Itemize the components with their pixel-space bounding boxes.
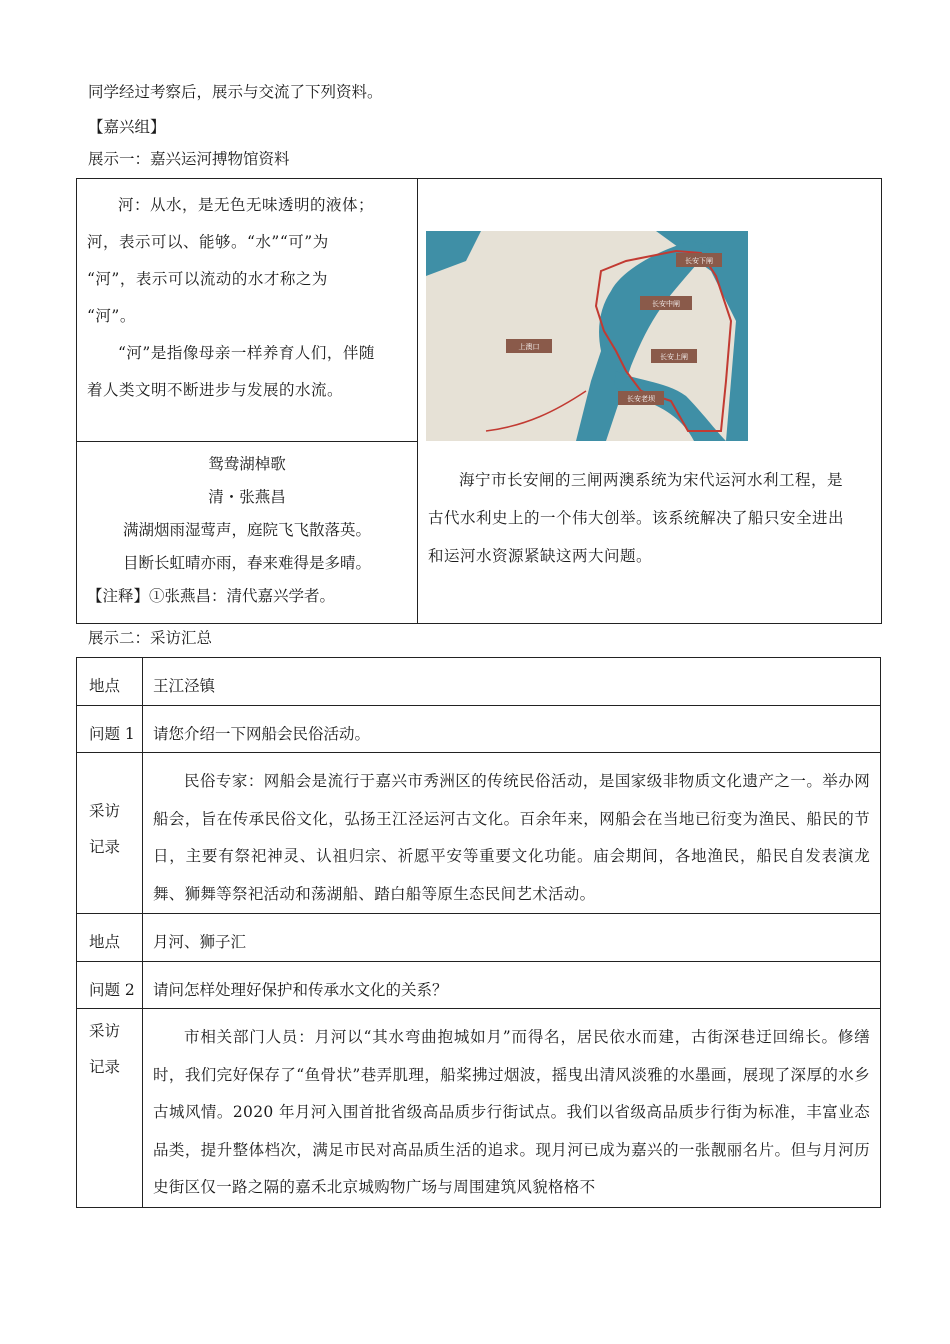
row-value: 请问怎样处理好保护和传承水文化的关系？: [143, 962, 881, 1009]
interview-record: 市相关部门人员：月河以“其水弯曲抱城如月”而得名，居民依水而建，古街深巷迂回绵长。修缮时，我们完好保存了“鱼骨状”巷弄肌理，船桨拂过烟波，摇曳出清风淡雅的水墨画，展现了深厚的水乡古城风情。2020 年月河入围首批省级高品质步行街试点。我们以省级高品质步行街为标准，丰富业态品类，提升整体档次，满足市民对高品质生活的追求。现月河已成为嘉兴的一张靓丽名片。但与月河历史街区仅一路之隔的嘉禾北京城购物广场与周围建筑风貌格格不: [143, 1009, 881, 1208]
river-meaning: “河”是指像母亲一样养育人们，伴随 着人类文明不断进步与发展的水流。: [87, 344, 375, 399]
row-label: 采访 记录: [77, 753, 143, 914]
row-value: 请您介绍一下网船会民俗活动。: [143, 706, 881, 753]
museum-materials-table: [76, 178, 882, 624]
show1-title: 展示一：嘉兴运河搏物馆资料: [88, 150, 290, 168]
table-row: [77, 658, 881, 706]
group-heading: 【嘉兴组】: [88, 118, 166, 136]
poem-cell: [77, 442, 418, 624]
map-label-upper-gate: 长安上闸: [660, 353, 688, 361]
poem-note: 【注释】①张燕昌：清代嘉兴学者。: [87, 587, 336, 605]
row-label: 地点: [77, 914, 143, 962]
table-row: [77, 1009, 881, 1208]
map-label-old-dam: 长安老坝: [627, 395, 655, 403]
map-cell: [418, 179, 882, 624]
table-row: [77, 753, 881, 914]
row-label: 地点: [77, 658, 143, 706]
poem-title: 鸳鸯湖棹歌: [208, 455, 286, 473]
canal-map-image: [426, 231, 748, 441]
interview-summary-table: [76, 657, 881, 1208]
interview-record: 民俗专家：网船会是流行于嘉兴市秀洲区的传统民俗活动，是国家级非物质文化遗产之一。举办网船会，旨在传承民俗文化，弘扬王江泾运河古文化。百余年来，网船会在当地已衍变为渔民、船民的节日，主要有祭祀神灵、认祖归宗、祈愿平安等重要文化功能。庙会期间，各地渔民，船民自发表演龙舞、狮舞等祭祀活动和荡湖船、踏白船等原生态民间艺术活动。: [143, 753, 881, 914]
poem-line-1: 满湖烟雨湿莺声，庭院飞飞散落英。: [122, 521, 371, 539]
map-label-upper-inlet: 上澳口: [518, 343, 540, 351]
map-label-lower-gate: 长安下闸: [685, 257, 713, 265]
table-row: [77, 914, 881, 962]
row-value: 王江泾镇: [143, 658, 881, 706]
row-value: 月河、狮子汇: [143, 914, 881, 962]
table-row: [77, 962, 881, 1009]
river-definition: 河：从水，是无色无味透明的液体； 河，表示可以、能够。“水”“可”为 “河”，表示可以流动的水才称之为 “河”。: [87, 196, 375, 325]
map-description: 海宁市长安闸的三闸两澳系统为宋代运河水利工程，是 古代水利史上的一个伟大创举。该系统解决了船只安全进出 和运河水资源紧缺这两大问题。: [428, 471, 845, 565]
table-row: [77, 706, 881, 753]
show2-title: 展示二：采访汇总: [88, 629, 213, 647]
row-label: 问题 1: [77, 706, 143, 753]
map-label-middle-gate: 长安中闸: [652, 300, 680, 308]
poem-line-2: 目断长虹晴亦雨，春来难得是多晴。: [122, 554, 371, 572]
row-label: 问题 2: [77, 962, 143, 1009]
river-definition-cell: [77, 179, 418, 442]
intro-text: 同学经过考察后，展示与交流了下列资料。: [88, 83, 383, 101]
row-label: 采访 记录: [77, 1009, 143, 1208]
poem-author: 清・张燕昌: [208, 488, 286, 506]
